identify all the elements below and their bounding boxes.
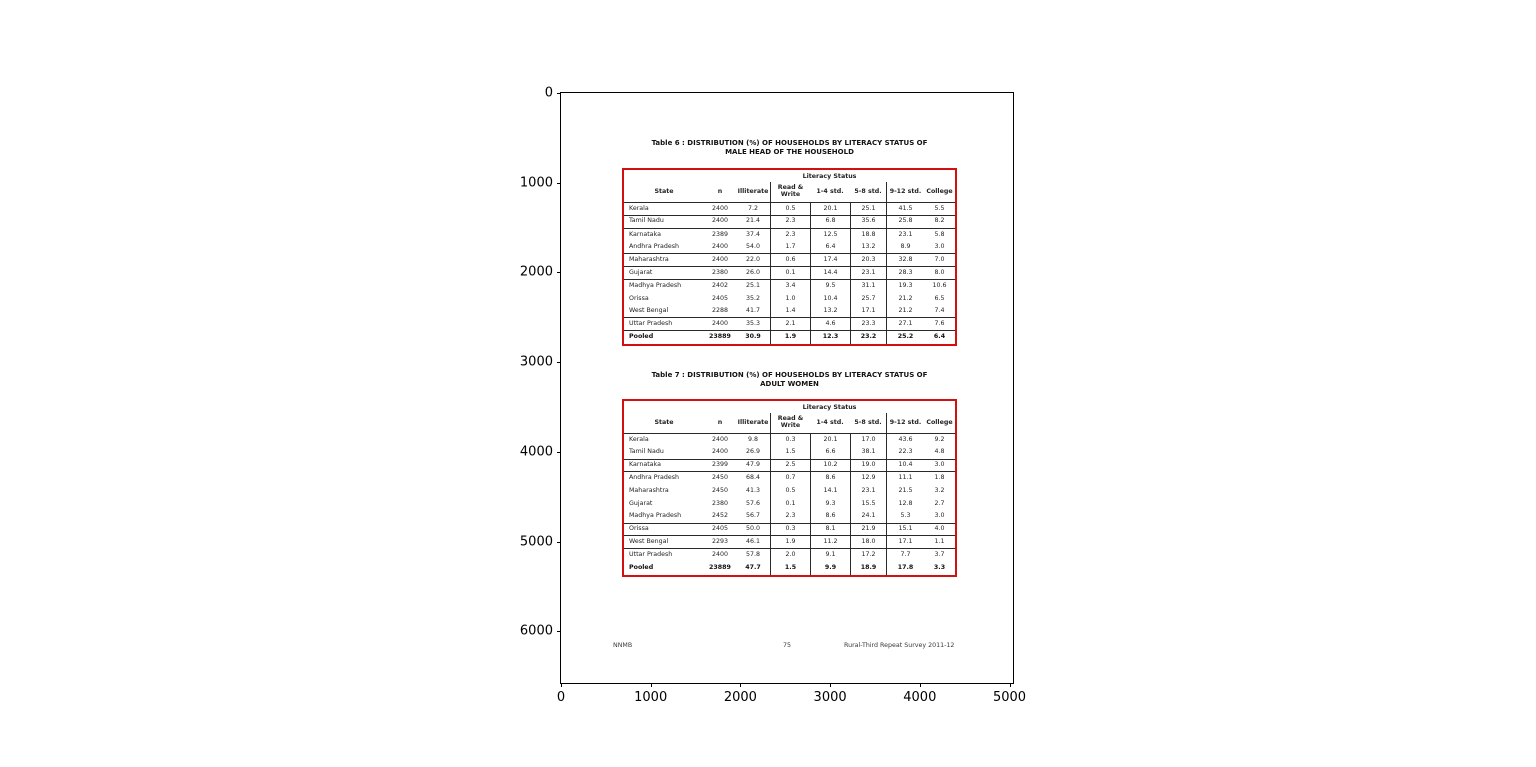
x-axis-tick-label: 3000 [813, 690, 847, 705]
y-axis-tick [557, 93, 561, 94]
cell: 1.9 [770, 536, 810, 548]
cell: 6.6 [810, 447, 850, 459]
cell: 10.2 [810, 460, 850, 472]
y-axis-tick-label: 1000 [519, 175, 553, 191]
cell: 2.3 [770, 511, 810, 523]
x-axis-tick-label: 5000 [992, 690, 1027, 705]
cell: 3.7 [934, 551, 945, 559]
cell: 0.1 [770, 267, 810, 279]
cell: 2399 [711, 461, 729, 469]
state-cell: Karnataka [629, 461, 661, 469]
cell: 25.8 [886, 216, 924, 228]
cell: 10.6 [932, 281, 947, 289]
table-6-title-line2: MALE HEAD OF THE HOUSEHOLD [725, 147, 854, 156]
column-header: 9-12 std. [886, 413, 924, 433]
cell: 1.0 [770, 293, 810, 306]
cell: 35.2 [745, 294, 761, 302]
cell: 0.6 [770, 254, 810, 266]
cell: 1.9 [770, 331, 810, 344]
cell: 47.9 [745, 461, 761, 469]
table-row [624, 472, 955, 485]
state-cell: Maharashtra [629, 255, 669, 263]
cell: 0.5 [770, 203, 810, 215]
cell: 26.9 [745, 448, 761, 456]
table-row [624, 305, 955, 318]
state-cell: Maharashtra [629, 487, 669, 495]
table-row [624, 318, 955, 331]
state-cell: West Bengal [629, 306, 669, 314]
literacy-status-group-label: Literacy Status [802, 172, 857, 180]
cell: 7.6 [934, 319, 945, 327]
cell: 57.6 [745, 500, 761, 508]
cell: 18.9 [850, 562, 886, 575]
table-row [624, 485, 955, 498]
x-axis-tick [561, 683, 562, 687]
cell: 1.4 [770, 305, 810, 317]
cell: 25.7 [850, 293, 886, 306]
cell: 38.1 [850, 447, 886, 459]
table-7 [622, 399, 957, 577]
state-cell: Andhra Pradesh [629, 474, 680, 482]
cell: 21.4 [745, 217, 761, 225]
x-axis-tick-label: 1000 [634, 690, 668, 705]
cell: 2452 [711, 512, 729, 520]
y-axis-tick [557, 272, 561, 273]
cell: 43.6 [886, 434, 924, 447]
cell: 4.8 [934, 448, 945, 456]
column-header: n [717, 418, 723, 426]
cell: 17.4 [810, 254, 850, 266]
table-row [624, 267, 955, 280]
cell: 41.5 [886, 203, 924, 215]
table-row [624, 460, 955, 473]
cell: 12.3 [810, 331, 850, 344]
column-header: 9-12 std. [886, 182, 924, 202]
state-cell: Madhya Pradesh [629, 281, 682, 289]
column-header: Read & Write [770, 182, 810, 202]
cell: 23889 [709, 564, 731, 572]
table-row [624, 331, 955, 344]
cell: 2380 [711, 500, 729, 508]
cell: 8.9 [886, 241, 924, 253]
cell: 23.3 [850, 318, 886, 330]
column-header: College [926, 187, 953, 195]
cell: 9.9 [810, 562, 850, 575]
cell: 4.6 [810, 318, 850, 330]
state-cell: Tamil Nadu [629, 217, 664, 225]
cell: 7.0 [934, 255, 945, 263]
cell: 5.8 [934, 230, 945, 238]
cell: 26.0 [745, 268, 761, 276]
cell: 1.1 [934, 537, 945, 545]
cell: 9.8 [747, 436, 758, 444]
cell: 17.2 [850, 549, 886, 562]
state-cell: Uttar Pradesh [629, 551, 673, 559]
cell: 23889 [709, 333, 731, 341]
cell: 17.1 [850, 305, 886, 317]
cell: 56.7 [745, 512, 761, 520]
column-header: College [926, 418, 953, 426]
y-axis-tick-label: 4000 [519, 444, 553, 460]
cell: 12.9 [850, 472, 886, 485]
column-header: 5-8 std. [854, 187, 882, 195]
cell: 2405 [711, 294, 729, 302]
cell: 2400 [711, 242, 729, 250]
cell: 0.5 [770, 485, 810, 498]
table-row [624, 203, 955, 216]
column-header: 1-4 std. [816, 418, 844, 426]
cell: 9.1 [810, 549, 850, 562]
cell: 54.0 [745, 242, 761, 250]
cell: 28.3 [886, 267, 924, 279]
cell: 1.7 [770, 241, 810, 253]
cell: 23.1 [886, 229, 924, 242]
cell: 30.9 [745, 333, 761, 341]
table-6 [622, 168, 957, 346]
y-axis-tick-label: 6000 [519, 623, 553, 639]
cell: 25.2 [886, 331, 924, 344]
column-header: 1-4 std. [816, 187, 844, 195]
y-axis-tick [557, 183, 561, 184]
cell: 3.3 [933, 564, 946, 572]
cell: 2400 [711, 255, 729, 263]
cell: 35.6 [850, 216, 886, 228]
cell: 5.3 [886, 511, 924, 523]
cell: 8.2 [934, 217, 945, 225]
cell: 13.2 [810, 305, 850, 317]
cell: 9.2 [934, 436, 945, 444]
cell: 3.4 [770, 280, 810, 293]
state-cell: Andhra Pradesh [629, 242, 680, 250]
cell: 2400 [711, 217, 729, 225]
cell: 50.0 [745, 525, 761, 533]
column-header: n [717, 187, 723, 195]
y-axis-tick-label: 2000 [519, 264, 553, 280]
state-cell: Orissa [629, 294, 649, 302]
cell: 22.0 [745, 255, 761, 263]
footer-source-label: NNMB [613, 642, 633, 649]
x-axis-tick-label: 4000 [903, 690, 937, 705]
cell: 21.5 [886, 485, 924, 498]
cell: 2.0 [770, 549, 810, 562]
cell: 37.4 [745, 230, 761, 238]
cell: 2.5 [770, 460, 810, 472]
cell: 6.5 [934, 294, 945, 302]
cell: 12.8 [886, 498, 924, 511]
table-row [624, 536, 955, 549]
cell: 2405 [711, 525, 729, 533]
cell: 1.5 [770, 447, 810, 459]
cell: 6.4 [810, 241, 850, 253]
cell: 18.0 [850, 536, 886, 548]
column-header: Illiterate [737, 187, 769, 195]
cell: 11.2 [810, 536, 850, 548]
cell: 0.7 [770, 472, 810, 485]
cell: 0.1 [770, 498, 810, 511]
x-axis-tick-label: 0 [556, 690, 566, 705]
y-axis-tick-label: 3000 [519, 354, 553, 370]
state-cell: West Bengal [629, 537, 669, 545]
cell: 15.1 [886, 524, 924, 536]
table-row [624, 216, 955, 229]
cell: 19.3 [886, 280, 924, 293]
cell: 27.1 [886, 318, 924, 330]
table-7-title-line2: ADULT WOMEN [760, 379, 819, 388]
cell: 11.1 [886, 472, 924, 485]
cell: 14.4 [810, 267, 850, 279]
table-row [624, 229, 955, 242]
cell: 31.1 [850, 280, 886, 293]
cell: 2400 [711, 448, 729, 456]
cell: 2.7 [934, 500, 945, 508]
cell: 2400 [711, 204, 729, 212]
y-axis-tick [557, 452, 561, 453]
cell: 21.2 [886, 293, 924, 306]
cell: 19.0 [850, 460, 886, 472]
column-header: State [654, 187, 674, 195]
table-row [624, 434, 955, 447]
y-axis-tick [557, 542, 561, 543]
cell: 2389 [711, 230, 729, 238]
cell: 57.8 [745, 551, 761, 559]
cell: 7.7 [886, 549, 924, 562]
table-row [624, 241, 955, 254]
cell: 25.1 [745, 281, 761, 289]
table-row [624, 511, 955, 524]
literacy-status-group-label: Literacy Status [802, 403, 857, 411]
cell: 20.1 [810, 203, 850, 215]
cell: 20.3 [850, 254, 886, 266]
state-cell: Uttar Pradesh [629, 319, 673, 327]
cell: 23.1 [850, 485, 886, 498]
x-axis-tick [830, 683, 831, 687]
cell: 23.1 [850, 267, 886, 279]
cell: 2400 [711, 551, 729, 559]
cell: 21.9 [850, 524, 886, 536]
cell: 17.8 [886, 562, 924, 575]
x-axis-tick [1010, 683, 1011, 687]
column-header: 5-8 std. [854, 418, 882, 426]
cell: 13.2 [850, 241, 886, 253]
table-row [624, 293, 955, 306]
cell: 68.4 [745, 474, 761, 482]
cell: 35.3 [745, 319, 761, 327]
state-cell: Madhya Pradesh [629, 512, 682, 520]
cell: 0.3 [770, 524, 810, 536]
table-column-header-row [624, 182, 955, 203]
table-row [624, 562, 955, 575]
cell: 14.1 [810, 485, 850, 498]
table-row [624, 280, 955, 293]
state-cell: Kerala [629, 204, 649, 212]
table-6-title-line1: Table 6 : DISTRIBUTION (%) OF HOUSEHOLDS BY LITERACY STATUS OF [651, 139, 928, 147]
cell: 8.6 [810, 511, 850, 523]
y-axis-tick [557, 631, 561, 632]
cell: 15.5 [850, 498, 886, 511]
cell: 25.1 [850, 203, 886, 215]
table-row [624, 524, 955, 537]
state-cell: Kerala [629, 436, 649, 444]
cell: 7.4 [934, 306, 945, 314]
cell: 2400 [711, 319, 729, 327]
table-group-header-row [624, 170, 955, 182]
cell: 2450 [711, 474, 729, 482]
cell: 2402 [711, 281, 729, 289]
x-axis-tick-label: 2000 [723, 690, 757, 705]
cell: 8.0 [934, 268, 945, 276]
x-axis-tick [920, 683, 921, 687]
cell: 17.0 [850, 434, 886, 447]
cell: 47.7 [745, 564, 761, 572]
state-cell: Orissa [629, 525, 649, 533]
cell: 5.5 [934, 204, 945, 212]
table-row [624, 447, 955, 460]
table-7-title-line1: Table 7 : DISTRIBUTION (%) OF HOUSEHOLDS BY LITERACY STATUS OF [651, 371, 928, 379]
cell: 18.8 [850, 229, 886, 242]
cell: 0.3 [770, 434, 810, 447]
plot-area [519, 85, 1027, 705]
cell: 3.0 [934, 512, 945, 520]
table-column-header-row [624, 413, 955, 434]
cell: 41.3 [745, 487, 761, 495]
column-header: Illiterate [737, 418, 769, 426]
column-header: State [654, 418, 674, 426]
column-header: Read & Write [770, 413, 810, 433]
cell: 2380 [711, 268, 729, 276]
footer-page-number: 75 [783, 642, 792, 649]
cell: 6.4 [933, 333, 946, 341]
cell: 1.8 [934, 474, 945, 482]
cell: 2.1 [770, 318, 810, 330]
cell: 12.5 [810, 229, 850, 242]
state-cell: Gujarat [629, 268, 653, 276]
cell: 24.1 [850, 511, 886, 523]
cell: 9.3 [810, 498, 850, 511]
x-axis-tick [740, 683, 741, 687]
cell: 10.4 [810, 293, 850, 306]
cell: 1.5 [770, 562, 810, 575]
table-group-header-row [624, 401, 955, 413]
cell: 3.2 [934, 487, 945, 495]
cell: 20.1 [810, 434, 850, 447]
table-7-title [581, 371, 998, 388]
state-cell: Pooled [629, 564, 654, 572]
cell: 21.2 [886, 305, 924, 317]
footer-survey-label: Rural-Third Repeat Survey 2011-12 [844, 642, 955, 649]
cell: 2288 [711, 306, 729, 314]
state-cell: Karnataka [629, 230, 661, 238]
state-cell: Gujarat [629, 500, 653, 508]
cell: 4.0 [934, 525, 945, 533]
cell: 10.4 [886, 460, 924, 472]
cell: 6.8 [810, 216, 850, 228]
y-axis-tick-label: 0 [544, 85, 553, 101]
cell: 22.3 [886, 447, 924, 459]
cell: 23.2 [850, 331, 886, 344]
table-row [624, 254, 955, 267]
cell: 17.1 [886, 536, 924, 548]
cell: 2293 [711, 537, 729, 545]
cell: 9.5 [810, 280, 850, 293]
cell: 32.8 [886, 254, 924, 266]
cell: 8.1 [810, 524, 850, 536]
cell: 2.3 [770, 216, 810, 228]
table-row [624, 498, 955, 511]
table-6-title [581, 139, 998, 156]
state-cell: Tamil Nadu [629, 448, 664, 456]
cell: 8.6 [810, 472, 850, 485]
y-axis-tick [557, 362, 561, 363]
cell: 3.0 [934, 461, 945, 469]
state-cell: Pooled [629, 333, 654, 341]
cell: 46.1 [745, 537, 761, 545]
cell: 2450 [711, 487, 729, 495]
y-axis-tick-label: 5000 [519, 534, 553, 549]
table-row [624, 549, 955, 562]
x-axis-tick [651, 683, 652, 687]
cell: 2.3 [770, 229, 810, 242]
cell: 3.0 [934, 242, 945, 250]
cell: 7.2 [747, 204, 758, 212]
cell: 2400 [711, 436, 729, 444]
cell: 41.7 [745, 306, 761, 314]
